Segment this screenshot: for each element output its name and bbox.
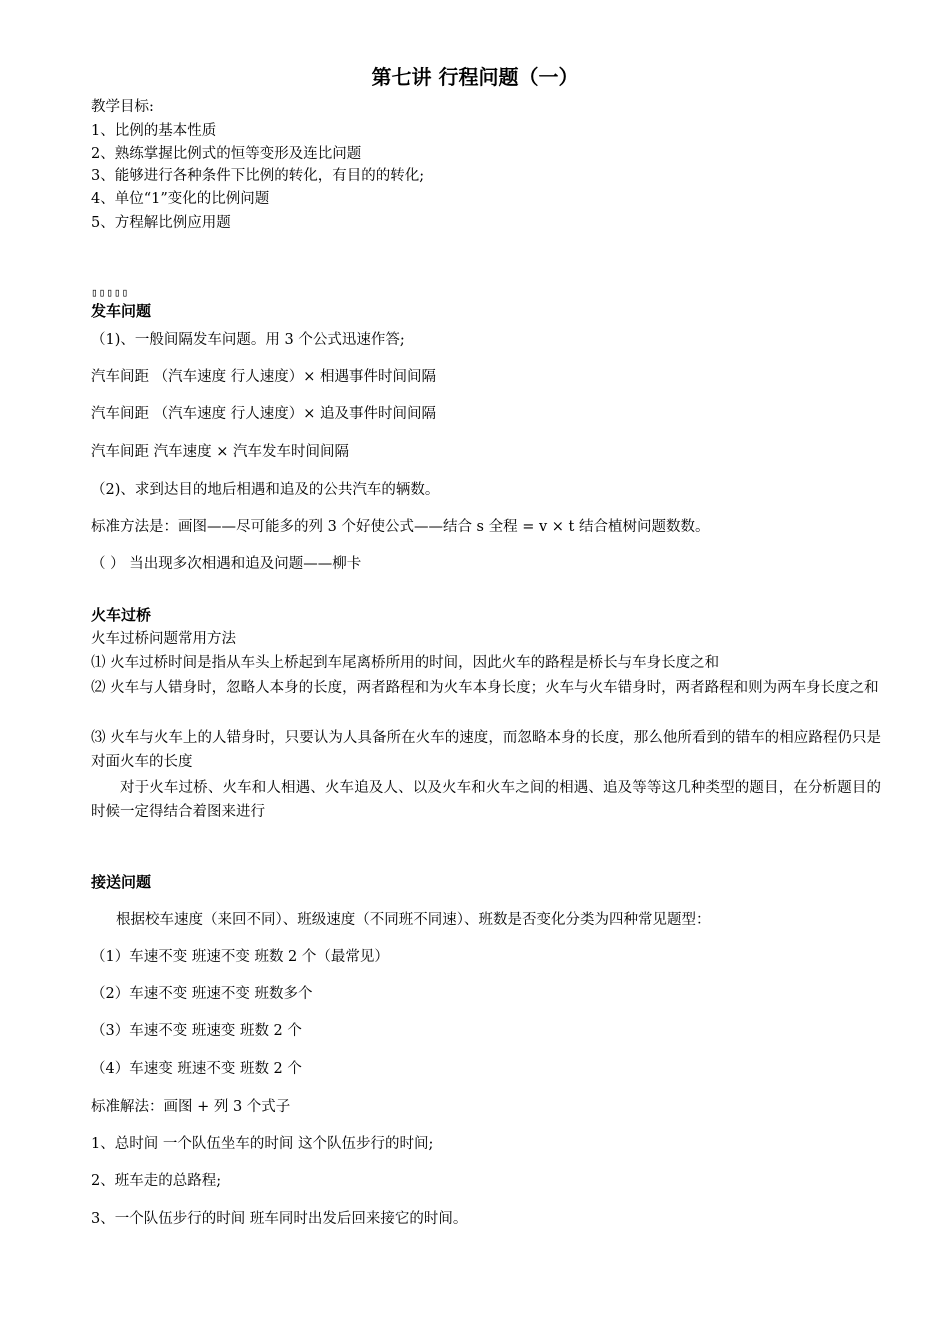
shuttle-step: 1、总时间 一个队伍坐车的时间 这个队伍步行的时间; [91, 1136, 434, 1152]
shuttle-case: （3）车速不变 班速变 班数 2 个 [91, 1023, 302, 1039]
missing-glyph-placeholder: ▯▯▯▯▯ [91, 286, 130, 299]
train-paragraph-2: ⑵ 火车与人错身时，忽略人本身的长度，两者路程和为火车本身长度；火车与火车错身时，两者路程和则为两车身长度之和 [91, 680, 879, 696]
shuttle-intro: 根据校车速度（来回不同）、班级速度（不同班不同速）、班数是否变化分类为四种常见题型： [116, 912, 711, 928]
shuttle-case: （1）车速不变 班速不变 班数 2 个（最常见） [91, 949, 389, 965]
train-paragraph-1: ⑴ 火车过桥时间是指从车头上桥起到车尾离桥所用的时间，因此火车的路程是桥长与车身长度之和 [91, 655, 720, 671]
bus-line: （ ） 当出现多次相遇和追及问题——柳卡 [91, 556, 362, 572]
section-heading-bus: 发车问题 [91, 302, 152, 320]
bus-standard-method: 标准方法是：画图——尽可能多的列 3 个好使公式——结合 s 全程 = v × t 结合植树问题数数。 [91, 519, 710, 535]
bus-line: （1)、一般间隔发车问题。用 3 个公式迅速作答; [91, 332, 405, 348]
objective-item: 3、能够进行各种条件下比例的转化，有目的的转化; [91, 168, 425, 184]
shuttle-case: （4）车速变 班速不变 班数 2 个 [91, 1061, 302, 1077]
shuttle-method: 标准解法：画图 + 列 3 个式子 [91, 1099, 291, 1115]
bus-formula-meet: 汽车间距 （汽车速度 行人速度）× 相遇事件时间间隔 [91, 369, 436, 385]
bus-line: （2)、求到达目的地后相遇和追及的公共汽车的辆数。 [91, 482, 440, 498]
shuttle-case: （2）车速不变 班速不变 班数多个 [91, 986, 313, 1002]
bus-formula-chase: 汽车间距 （汽车速度 行人速度）× 追及事件时间间隔 [91, 406, 436, 422]
train-subheading: 火车过桥问题常用方法 [91, 631, 236, 647]
objective-item: 4、单位“1”变化的比例问题 [91, 191, 270, 207]
train-paragraph-4: 对于火车过桥、火车和人相遇、火车追及人、以及火车和火车之间的相遇、追及等等这几种类型的题目，在分析题目的时候一定得结合着图来进行 [91, 780, 881, 820]
shuttle-step: 2、班车走的总路程; [91, 1173, 222, 1189]
train-paragraph-3: ⑶ 火车与火车上的人错身时，只要认为人具备所在火车的速度，而忽略本身的长度，那么他所看到的错车的相应路程仍只是对面火车的长度 [91, 730, 881, 770]
objective-item: 5、方程解比例应用题 [91, 215, 231, 231]
bus-formula-interval: 汽车间距 汽车速度 × 汽车发车时间间隔 [91, 444, 349, 460]
page-title: 第七讲 行程问题（一） [371, 65, 579, 89]
section-heading-train: 火车过桥 [91, 606, 152, 624]
objective-item: 1、比例的基本性质 [91, 123, 217, 139]
objectives-heading: 教学目标: [91, 99, 154, 115]
objective-item: 2、熟练掌握比例式的恒等变形及连比问题 [91, 146, 362, 162]
shuttle-step: 3、一个队伍步行的时间 班车同时出发后回来接它的时间。 [91, 1211, 468, 1227]
section-heading-shuttle: 接送问题 [91, 873, 152, 891]
